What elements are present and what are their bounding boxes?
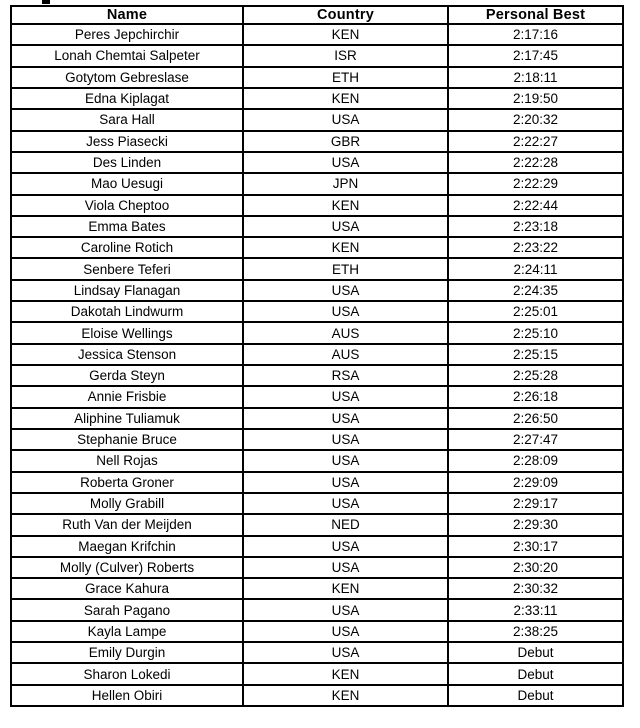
country-cell: USA [243,450,448,471]
country-cell: USA [243,536,448,557]
country-cell: KEN [243,578,448,599]
country-cell: USA [243,493,448,514]
country-cell: KEN [243,195,448,216]
table-row [11,88,623,109]
table-row [11,365,623,386]
name-cell: Aliphine Tuliamuk [11,408,243,429]
table-row [11,195,623,216]
country-cell: USA [243,216,448,237]
name-cell: Senbere Teferi [11,258,243,279]
table-row [11,429,623,450]
personal-best-cell: 2:22:27 [448,131,623,152]
table-row [11,578,623,599]
name-cell: Caroline Rotich [11,237,243,258]
table-row [11,258,623,279]
table-row [11,599,623,620]
table-row [11,152,623,173]
country-cell: USA [243,557,448,578]
name-cell: Sara Hall [11,109,243,130]
name-cell: Hellen Obiri [11,685,243,706]
name-cell: Dakotah Lindwurm [11,301,243,322]
personal-best-cell: 2:26:50 [448,408,623,429]
personal-best-cell: 2:25:15 [448,344,623,365]
country-cell: USA [243,301,448,322]
name-cell: Nell Rojas [11,450,243,471]
name-cell: Emily Durgin [11,642,243,663]
country-cell: AUS [243,322,448,343]
table-row [11,216,623,237]
name-cell: Eloise Wellings [11,322,243,343]
name-cell: Lindsay Flanagan [11,280,243,301]
name-cell: Peres Jepchirchir [11,24,243,45]
personal-best-cell: 2:33:11 [448,599,623,620]
name-cell: Kayla Lampe [11,621,243,642]
name-cell: Sharon Lokedi [11,663,243,684]
personal-best-cell: 2:17:45 [448,45,623,66]
country-cell: KEN [243,685,448,706]
table-row [11,173,623,194]
personal-best-cell: 2:17:16 [448,24,623,45]
country-cell: USA [243,109,448,130]
country-cell: USA [243,599,448,620]
header-row [11,6,623,24]
personal-best-cell: 2:28:09 [448,450,623,471]
name-cell: Viola Cheptoo [11,195,243,216]
personal-best-cell: 2:29:09 [448,472,623,493]
personal-best-cell: 2:26:18 [448,386,623,407]
table-row [11,663,623,684]
table-row [11,280,623,301]
table-row [11,131,623,152]
personal-best-cell: 2:20:32 [448,109,623,130]
table-row [11,322,623,343]
table-row [11,514,623,535]
personal-best-cell: Debut [448,685,623,706]
country-cell: ETH [243,67,448,88]
table-row [11,344,623,365]
table-row [11,386,623,407]
personal-best-table [10,5,624,707]
name-cell: Molly (Culver) Roberts [11,557,243,578]
name-cell: Sarah Pagano [11,599,243,620]
header-personal-best: Personal Best [448,6,623,24]
table-row [11,557,623,578]
cropped-title-fragment [42,0,50,4]
country-cell: ETH [243,258,448,279]
personal-best-cell: 2:19:50 [448,88,623,109]
country-cell: USA [243,429,448,450]
table-row [11,621,623,642]
name-cell: Gotytom Gebreslase [11,67,243,88]
country-cell: GBR [243,131,448,152]
name-cell: Edna Kiplagat [11,88,243,109]
personal-best-cell: 2:22:29 [448,173,623,194]
table-row [11,67,623,88]
name-cell: Molly Grabill [11,493,243,514]
table-row [11,450,623,471]
country-cell: AUS [243,344,448,365]
country-cell: USA [243,408,448,429]
country-cell: JPN [243,173,448,194]
table-row [11,301,623,322]
name-cell: Emma Bates [11,216,243,237]
country-cell: USA [243,472,448,493]
country-cell: KEN [243,88,448,109]
table-body [11,24,623,706]
country-cell: USA [243,280,448,301]
name-cell: Grace Kahura [11,578,243,599]
personal-best-cell: Debut [448,642,623,663]
personal-best-cell: 2:23:18 [448,216,623,237]
personal-best-cell: 2:30:32 [448,578,623,599]
name-cell: Stephanie Bruce [11,429,243,450]
country-cell: USA [243,642,448,663]
country-cell: KEN [243,237,448,258]
personal-best-cell: 2:27:47 [448,429,623,450]
country-cell: RSA [243,365,448,386]
header-country: Country [243,6,448,24]
personal-best-cell: 2:25:28 [448,365,623,386]
personal-best-cell: 2:38:25 [448,621,623,642]
personal-best-cell: 2:18:11 [448,67,623,88]
country-cell: USA [243,621,448,642]
name-cell: Mao Uesugi [11,173,243,194]
personal-best-cell: 2:25:01 [448,301,623,322]
personal-best-cell: 2:29:30 [448,514,623,535]
table-row [11,493,623,514]
personal-best-cell: 2:29:17 [448,493,623,514]
name-cell: Lonah Chemtai Salpeter [11,45,243,66]
personal-best-cell: 2:23:22 [448,237,623,258]
table-row [11,408,623,429]
personal-best-cell: 2:22:28 [448,152,623,173]
table-row [11,685,623,706]
name-cell: Jessica Stenson [11,344,243,365]
personal-best-cell: 2:30:20 [448,557,623,578]
table-row [11,642,623,663]
personal-best-cell: 2:22:44 [448,195,623,216]
personal-best-cell: 2:24:11 [448,258,623,279]
table-row [11,536,623,557]
table-row [11,24,623,45]
name-cell: Gerda Steyn [11,365,243,386]
country-cell: ISR [243,45,448,66]
country-cell: KEN [243,663,448,684]
name-cell: Annie Frisbie [11,386,243,407]
table-row [11,237,623,258]
personal-best-cell: Debut [448,663,623,684]
name-cell: Ruth Van der Meijden [11,514,243,535]
table-header [11,6,623,24]
table-row [11,472,623,493]
name-cell: Jess Piasecki [11,131,243,152]
header-name: Name [11,6,243,24]
table-row [11,109,623,130]
country-cell: KEN [243,24,448,45]
personal-best-cell: 2:30:17 [448,536,623,557]
country-cell: USA [243,152,448,173]
table-row [11,45,623,66]
personal-best-cell: 2:25:10 [448,322,623,343]
country-cell: NED [243,514,448,535]
name-cell: Maegan Krifchin [11,536,243,557]
name-cell: Roberta Groner [11,472,243,493]
name-cell: Des Linden [11,152,243,173]
personal-best-cell: 2:24:35 [448,280,623,301]
country-cell: USA [243,386,448,407]
